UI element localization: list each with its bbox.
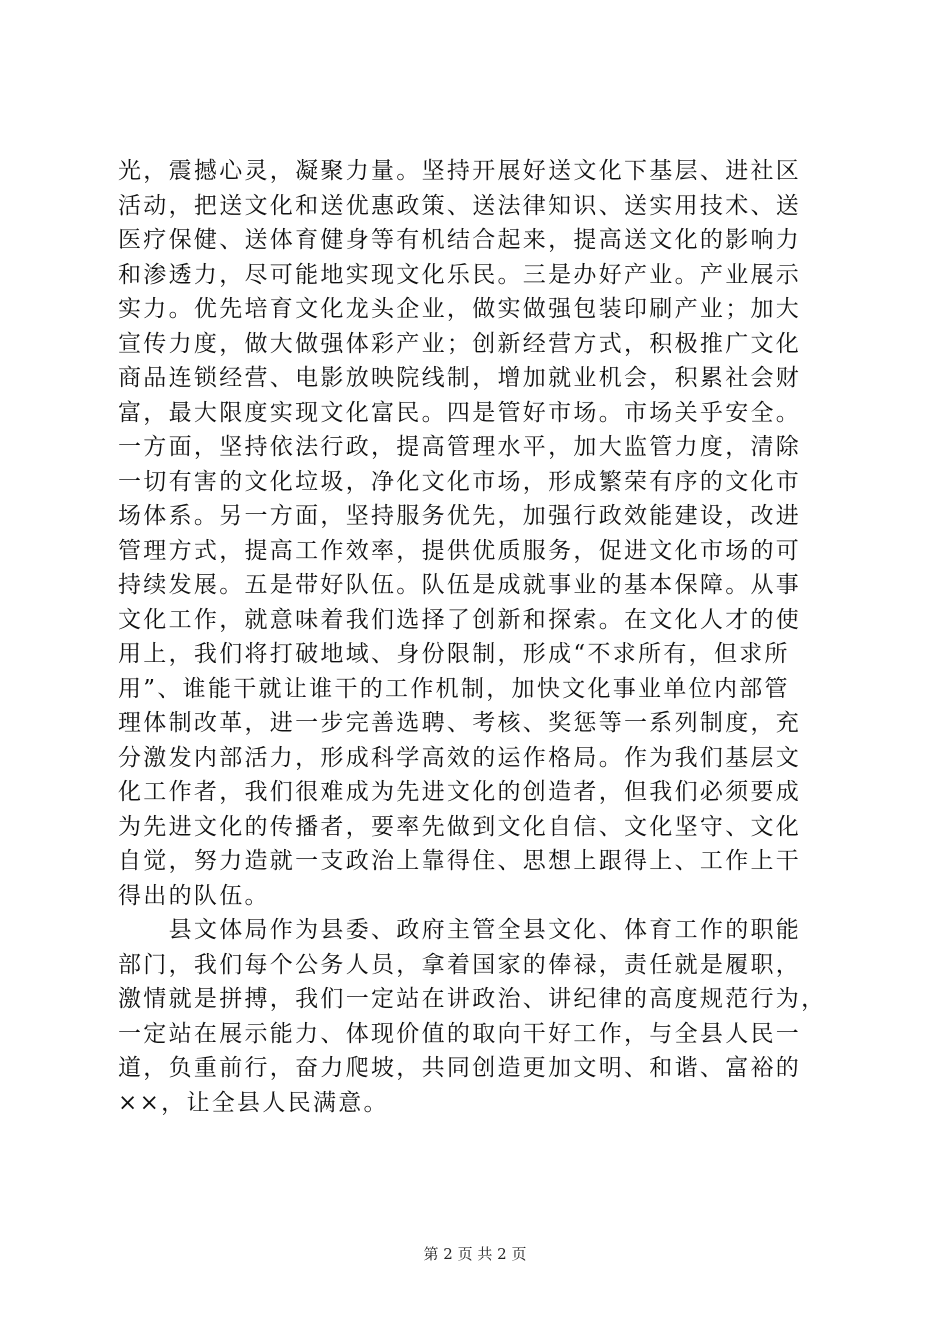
text-line: 活动，把送文化和送优惠政策、送法律知识、送实用技术、送 xyxy=(118,192,802,219)
document-body xyxy=(118,154,838,1120)
text-line: 道，负重前行，奋力爬坡，共同创造更加文明、和谐、富裕的 xyxy=(118,1055,802,1081)
paragraph-1 xyxy=(118,154,838,913)
paragraph-2 xyxy=(118,913,838,1120)
text-line: 用上，我们将打破地域、身份限制，形成“不求所有，但求所 xyxy=(118,641,790,667)
text-line: 宣传力度，做大做强体彩产业；创新经营方式，积极推广文化 xyxy=(118,330,802,357)
text-line: 化工作者，我们很难成为先进文化的创造者，但我们必须要成 xyxy=(118,779,802,805)
text-line: 管理方式，提高工作效率，提供优质服务，促进文化市场的可 xyxy=(118,537,802,564)
text-line: 一定站在展示能力、体现价值的取向干好工作，与全县人民一 xyxy=(118,1020,802,1047)
text-line: 自觉，努力造就一支政治上靠得住、思想上跟得上、工作上干 xyxy=(118,848,802,874)
text-line: 理体制改革，进一步完善选聘、考核、奖惩等一系列制度，充 xyxy=(118,710,802,736)
text-line: 部门，我们每个公务人员，拿着国家的俸禄，责任就是履职， xyxy=(118,951,802,978)
text-line: 和渗透力，尽可能地实现文化乐民。三是办好产业。产业展示 xyxy=(118,261,802,288)
text-line: 文化工作，就意味着我们选择了创新和探索。在文化人才的使 xyxy=(118,606,802,633)
text-line: 医疗保健、送体育健身等有机结合起来，提高送文化的影响力 xyxy=(118,227,802,253)
page-number-footer: 第 2 页 共 2 页 xyxy=(423,1245,527,1263)
text-line: 用”、谁能干就让谁干的工作机制，加快文化事业单位内部管 xyxy=(118,675,790,702)
text-line: 激情就是拼搏，我们一定站在讲政治、讲纪律的高度规范行为， xyxy=(118,986,827,1012)
text-line: 光，震撼心灵，凝聚力量。坚持开展好送文化下基层、进社区 xyxy=(118,158,802,184)
text-line: 为先进文化的传播者，要率先做到文化自信、文化坚守、文化 xyxy=(118,813,802,840)
text-line: 场体系。另一方面，坚持服务优先，加强行政效能建设，改进 xyxy=(118,503,802,529)
text-line: 一方面，坚持依法行政，提高管理水平，加大监管力度，清除 xyxy=(118,434,802,460)
text-line: 得出的队伍。 xyxy=(118,882,270,909)
text-line: ××，让全县人民满意。 xyxy=(118,1089,389,1116)
text-line: 一切有害的文化垃圾，净化文化市场，形成繁荣有序的文化市 xyxy=(118,468,802,495)
text-line: 商品连锁经营、电影放映院线制，增加就业机会，积累社会财 xyxy=(118,365,802,391)
text-line: 分激发内部活力，形成科学高效的运作格局。作为我们基层文 xyxy=(118,744,802,771)
text-line: 县文体局作为县委、政府主管全县文化、体育工作的职能 xyxy=(118,917,802,943)
text-line: 富，最大限度实现文化富民。四是管好市场。市场关乎安全。 xyxy=(118,399,802,426)
text-line: 持续发展。五是带好队伍。队伍是成就事业的基本保障。从事 xyxy=(118,572,802,598)
text-line: 实力。优先培育文化龙头企业，做实做强包装印刷产业；加大 xyxy=(118,296,802,322)
